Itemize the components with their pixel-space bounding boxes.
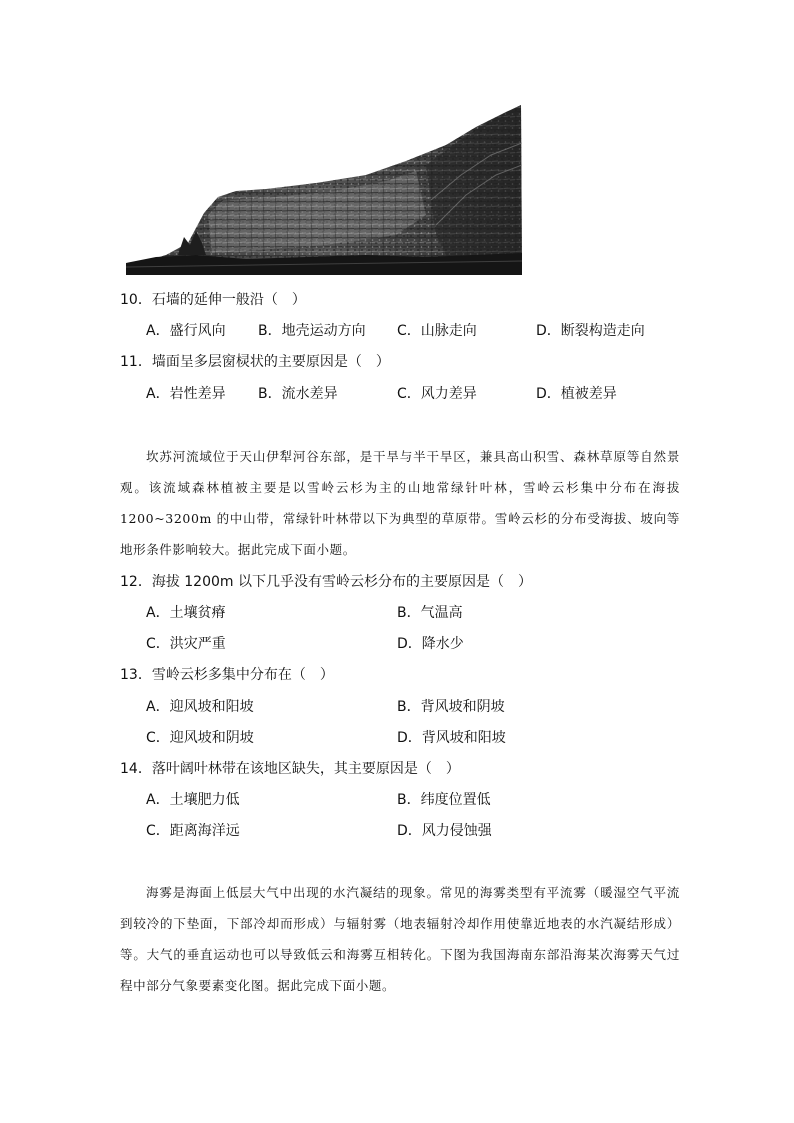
question-10-option-b: B．地壳运动方向 xyxy=(258,323,366,339)
question-14-option-b: B．纬度位置低 xyxy=(397,792,491,808)
question-13-stem: 13．雪岭云杉多集中分布在（ ） xyxy=(120,667,334,683)
question-14-option-d: D．风力侵蚀强 xyxy=(397,823,492,839)
question-13-option-a: A．迎风坡和阳坡 xyxy=(146,699,254,715)
question-12-stem: 12．海拔 1200m 以下几乎没有雪岭云杉分布的主要原因是（ ） xyxy=(120,574,532,590)
question-11-option-d: D．植被差异 xyxy=(536,386,617,402)
question-13-option-d: D．背风坡和阳坡 xyxy=(397,730,506,746)
question-13-option-b: B．背风坡和阴坡 xyxy=(397,699,505,715)
question-10-option-c: C．山脉走向 xyxy=(397,323,477,339)
question-14-option-a: A．土壤肥力低 xyxy=(146,792,240,808)
question-13-option-c: C．迎风坡和阴坡 xyxy=(146,730,254,746)
passage-kansu-river: 坎苏河流域位于天山伊犁河谷东部，是干旱与半干旱区，兼具高山积雪、森林草原等自然景观。该流域森林植被主要是以雪岭云杉为主的山地常绿针叶林，雪岭云杉集中分布在海拔 1200~3200m 的中山带，常绿针叶林带以下为典型的草原带。雪岭云杉的分布受海拔、坡向等地形条件影响较大。据此完成下面小题。 xyxy=(120,449,680,557)
question-10-option-a: A．盛行风向 xyxy=(146,323,226,339)
question-12-option-d: D．降水少 xyxy=(397,636,464,652)
question-11-option-c: C．风力差异 xyxy=(397,386,477,402)
question-11-stem: 11．墙面呈多层窗棂状的主要原因是（ ） xyxy=(120,354,390,370)
question-10-option-d: D．断裂构造走向 xyxy=(536,323,645,339)
question-10-stem: 10．石墙的延伸一般沿（ ） xyxy=(120,292,306,308)
stone-wall-photo xyxy=(126,105,522,275)
question-12-option-c: C．洪灾严重 xyxy=(146,636,226,652)
question-11-option-b: B．流水差异 xyxy=(258,386,338,402)
question-14-stem: 14．落叶阔叶林带在该地区缺失，其主要原因是（ ） xyxy=(120,761,460,777)
question-12-option-a: A．土壤贫瘠 xyxy=(146,605,226,621)
passage-sea-fog: 海雾是海面上低层大气中出现的水汽凝结的现象。常见的海雾类型有平流雾（暖湿空气平流到较冷的下垫面，下部冷却而形成）与辐射雾（地表辐射冷却作用使靠近地表的水汽凝结形成）等。大气的垂直运动也可以导致低云和海雾互相转化。下图为我国海南东部沿海某次海雾天气过程中部分气象要素变化图。据此完成下面小题。 xyxy=(120,885,680,993)
question-12-option-b: B．气温高 xyxy=(397,605,463,621)
question-11-option-a: A．岩性差异 xyxy=(146,386,226,402)
question-14-option-c: C．距离海洋远 xyxy=(146,823,240,839)
